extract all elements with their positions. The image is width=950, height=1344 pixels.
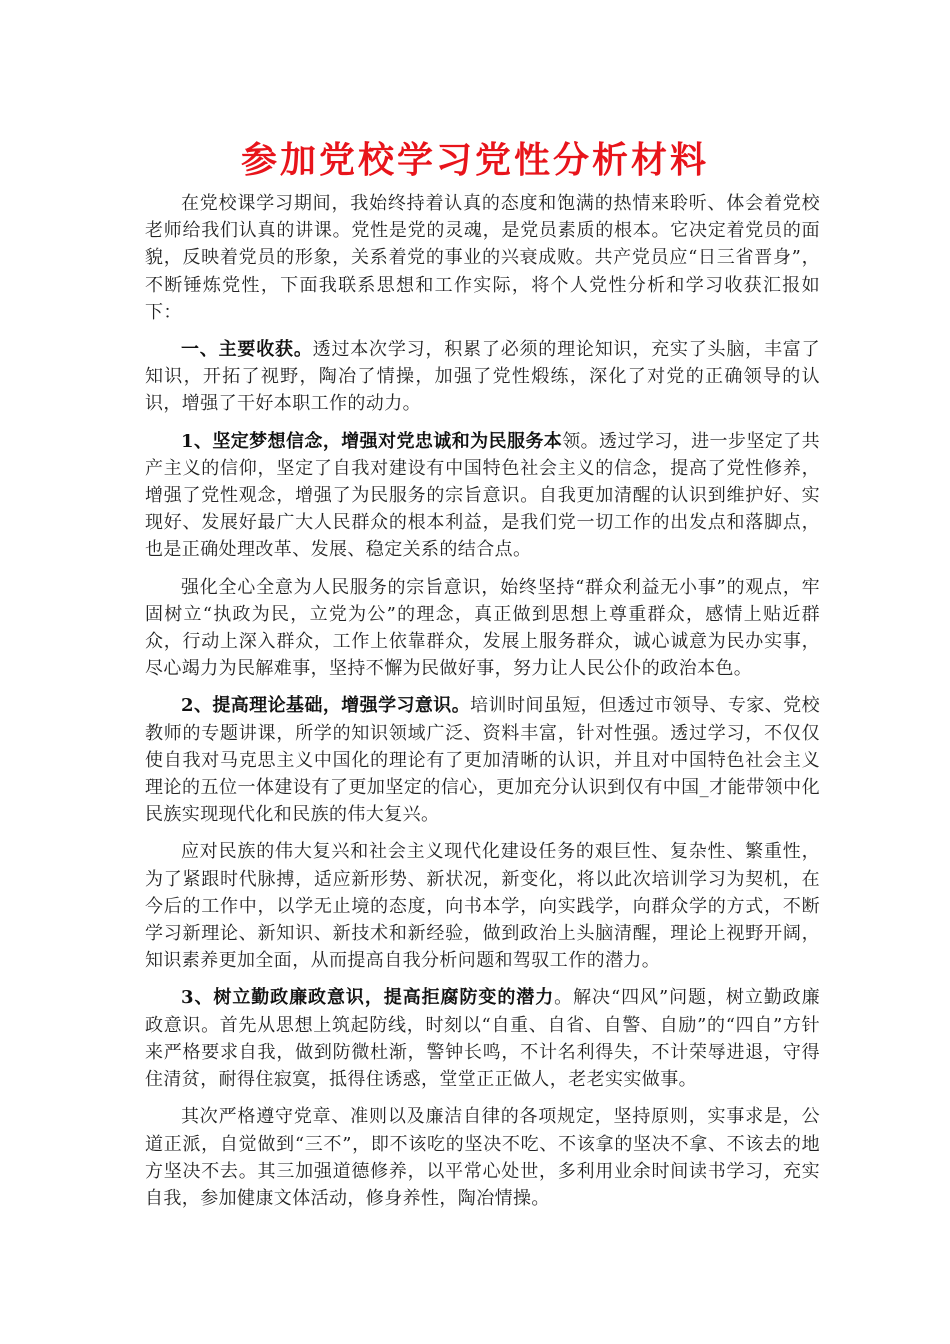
paragraph-section-3 <box>145 984 820 1093</box>
paragraph-intro <box>145 190 820 326</box>
paragraph-section-2 <box>145 692 820 828</box>
paragraph-lead: 一、主要收获。 <box>181 339 313 361</box>
paragraph-section-2-cont <box>145 838 820 974</box>
paragraph-section-1-cont <box>145 574 820 683</box>
document-title: 参加党校学习党性分析材料 <box>240 139 709 181</box>
paragraph-section-3-cont <box>145 1103 820 1212</box>
paragraph-section-1 <box>145 428 820 564</box>
paragraph-text: 领。透过学习，进一步坚定了共产主义的信仰，坚定了自我对建设有中国特色社会主义的信念，提高了党性修养，增强了党性观念，增强了为民服务的宗旨意识。自我更加清醒的认识到维护好、实现好、发展好最广大人民群众的根本利益，是我们党一切工作的出发点和落脚点，也是正确处理改革、发展、稳定关系的结合点。 <box>145 430 820 561</box>
paragraph-main-gains <box>145 336 820 418</box>
document-body <box>145 190 820 1222</box>
paragraph-lead: 2、提高理论基础，增强学习意识。 <box>181 695 471 717</box>
paragraph-text: 强化全心全意为人民服务的宗旨意识，始终坚持“群众利益无小事”的观点，牢固树立“执政为民，立党为公”的理念，真正做到思想上尊重群众，感情上贴近群众，行动上深入群众，工作上依靠群众，发展上服务群众，诚心诚意为民办实事，尽心竭力为民解难事，坚持不懈为民做好事，努力让人民公仆的政治本色。 <box>145 576 820 680</box>
paragraph-text: 透过本次学习，积累了必须的理论知识，充实了头脑，丰富了知识，开拓了视野，陶冶了情操，加强了党性煅练，深化了对党的正确领导的认识，增强了干好本职工作的动力。 <box>145 339 820 415</box>
paragraph-text: 在党校课学习期间，我始终持着认真的态度和饱满的热情来聆听、体会着党校老师给我们认真的讲课。党性是党的灵魂，是党员素质的根本。它决定着党员的面貌，反映着党员的形象，关系着党的事业的兴衰成败。共产党员应“日三省晋身”，不断锤炼党性，下面我联系思想和工作实际，将个人党性分析和学习收获汇报如下： <box>145 193 820 323</box>
paragraph-text: 培训时间虽短，但透过市领导、专家、党校教师的专题讲课，所学的知识领域广泛、资料丰富，针对性强。透过学习，不仅仅使自我对马克思主义中国化的理论有了更加清晰的认识，并且对中国特色社会主义理论的五位一体建设有了更加坚定的信心，更加充分认识到仅有中国_才能带领中化民族实现现代化和民族的伟大复兴。 <box>145 695 820 826</box>
paragraph-text: 。解决“四风”问题，树立勤政廉政意识。首先从思想上筑起防线，时刻以“自重、自省、自警、自励”的“四自”方针来严格要求自我，做到防微杜渐，警钟长鸣，不计名利得失，不计荣辱进退，守得住清贫，耐得住寂寞，抵得住诱惑，堂堂正正做人，老老实实做事。 <box>145 987 820 1091</box>
paragraph-lead: 1、坚定梦想信念，增强对党忠诚和为民服务本 <box>181 430 563 452</box>
paragraph-text: 应对民族的伟大复兴和社会主义现代化建设任务的艰巨性、复杂性、繁重性，为了紧跟时代脉搏，适应新形势、新状况，新变化，将以此次培训学习为契机，在今后的工作中，以学无止境的态度，向书本学，向实践学，向群众学的方式，不断学习新理论、新知识、新技术和新经验，做到政治上头脑清醒，理论上视野开阔，知识素养更加全面，从而提高自我分析问题和驾驭工作的潜力。 <box>145 841 820 972</box>
paragraph-lead: 3、树立勤政廉政意识，提高拒腐防变的潜力 <box>181 987 555 1009</box>
paragraph-text: 其次严格遵守党章、准则以及廉洁自律的各项规定，坚持原则，实事求是，公道正派，自觉做到“三不”，即不该吃的坚决不吃、不该拿的坚决不拿、不该去的地方坚决不去。其三加强道德修养，以平常心处世，多利用业余时间读书学习，充实自我，参加健康文体活动，修身养性，陶冶情操。 <box>145 1106 820 1209</box>
